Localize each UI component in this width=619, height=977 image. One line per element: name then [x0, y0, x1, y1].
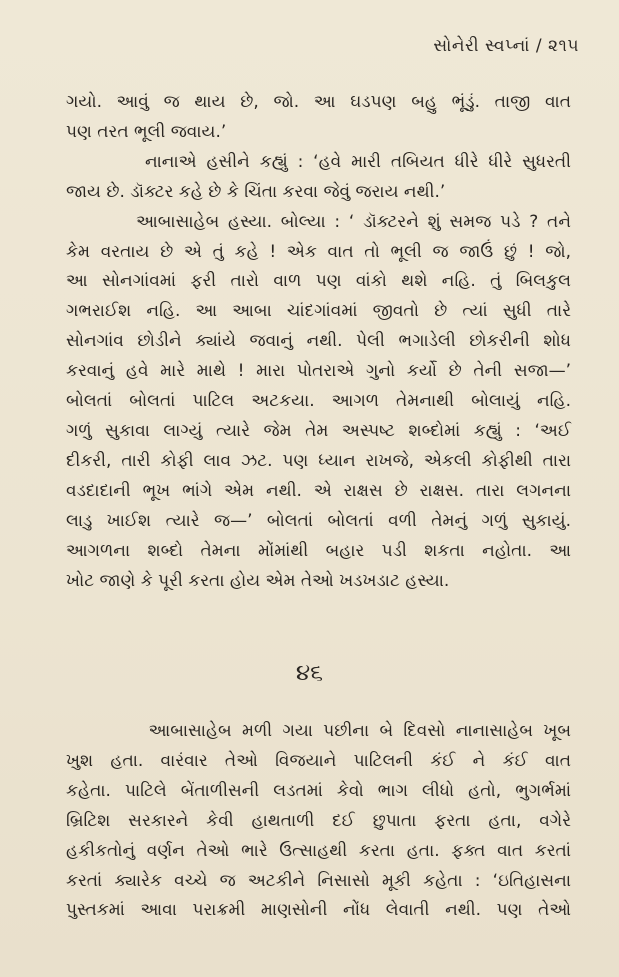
text-line: જાય છે. ડૉક્ટર કહે છે કે ચિંતા કરવા જેવું જરાય નથી.’ — [66, 181, 446, 202]
paragraph-block-1 — [66, 88, 571, 596]
text-line: ખુશ હતા. વારંવાર તેઓ વિજયાને પાટિલની કંઈ ને કંઈ વાત — [66, 750, 571, 771]
text-line: આબાસાહેબ મળી ગયા પછીના બે દિવસો નાનાસાહેબ ખૂબ — [66, 721, 571, 741]
text-line: સોનગાંવ છોડીને ક્યાંયે જવાનું નથી. પેલી ભગાડેલી છોકરીની શોધ — [66, 331, 571, 352]
text-line: આગળના શબ્દો તેમના મોંમાંથી બહાર પડી શકતા નહોતા. આ — [66, 540, 571, 561]
text-line: હકીકતોનું વર્ણન તેઓ ભારે ઉત્સાહથી કરતા હતા. ફક્ત વાત કરતાં — [66, 840, 571, 861]
text-line: પણ તરત ભૂલી જવાય.’ — [66, 121, 227, 142]
text-line: નાનાએ હસીને કહ્યું : ‘હવે મારી તબિયત ધીરે ધીરે સુધરતી — [66, 151, 571, 172]
text-line: બ્રિટિશ સરકારને કેવી હાથતાળી દઈ છુપાતા ફરતા હતા, વગેરે — [66, 810, 571, 831]
text-line: લાડુ ખાઈશ ત્યારે જ—’ બોલતાં બોલતાં વળી તેમનું ગળું સુકાયું. — [66, 510, 571, 531]
paragraph-block-2 — [66, 717, 571, 926]
text-line: કેમ વરતાય છે એ તું કહે ! એક વાત તો ભૂલી જ જાઉં છું ! જો, — [66, 241, 571, 262]
text-line: આબાસાહેબ હસ્યા. બોલ્યા : ‘ ડૉક્ટરને શું સમજ પડે ? તને — [66, 211, 571, 232]
running-header: સોનેરી સ્વપ્નાં / ૨૧૫ — [433, 36, 579, 56]
text-line: ગળું સુકાવા લાગ્યું ત્યારે જેમ તેમ અસ્પષ્ટ શબ્દોમાં કહ્યું : ‘અઈ — [66, 420, 571, 441]
text-line: આ સોનગાંવમાં ફરી તારો વાળ પણ વાંકો થશે નહિ. તું બિલકુલ — [66, 271, 571, 292]
text-line: કરવાનું હવે મારે માથે ! મારા પોતરાએ ગુનો કર્યો છે તેની સજા—’ — [66, 361, 571, 382]
text-line: કરતાં ક્યારેક વચ્ચે જ અટકીને નિસાસો મૂકી કહેતા : ‘ઇતિહાસના — [66, 870, 571, 891]
text-line: ગયો. આવું જ થાય છે, જો. આ ઘડપણ બહુ ભૂંડું. તાજી વાત — [66, 92, 571, 112]
text-line: પુસ્તકમાં આવા પરાક્રમી માણસોની નોંધ લેવાતી નથી. પણ તેઓ — [66, 900, 571, 921]
text-line: ખોટ જાણે કે પૂરી કરતા હોય એમ તેઓ ખડખડાટ હસ્યા. — [66, 570, 450, 591]
text-line: ગભરાઈશ નહિ. આ આબા ચાંદગાંવમાં જીવતો છે ત્યાં સુધી તારે — [66, 301, 571, 322]
text-line: વડદાદાની ભૂખ ભાંગે એમ નથી. એ રાક્ષસ છે રાક્ષસ. તારા લગનના — [66, 480, 571, 501]
text-line: બોલતાં બોલતાં પાટિલ અટકયા. આગળ તેમનાથી બોલાયું નહિ. — [66, 391, 571, 412]
chapter-number: ૪૬ — [295, 660, 324, 686]
text-line: દીકરી, તારી કોફી લાવ ઝટ. પણ ધ્યાન રાખજે, એકલી કોફીથી તારા — [66, 450, 571, 471]
text-line: કહેતા. પાટિલે બેંતાળીસની લડતમાં કેવો ભાગ લીધો હતો, ભુગર્ભમાં — [66, 780, 571, 801]
